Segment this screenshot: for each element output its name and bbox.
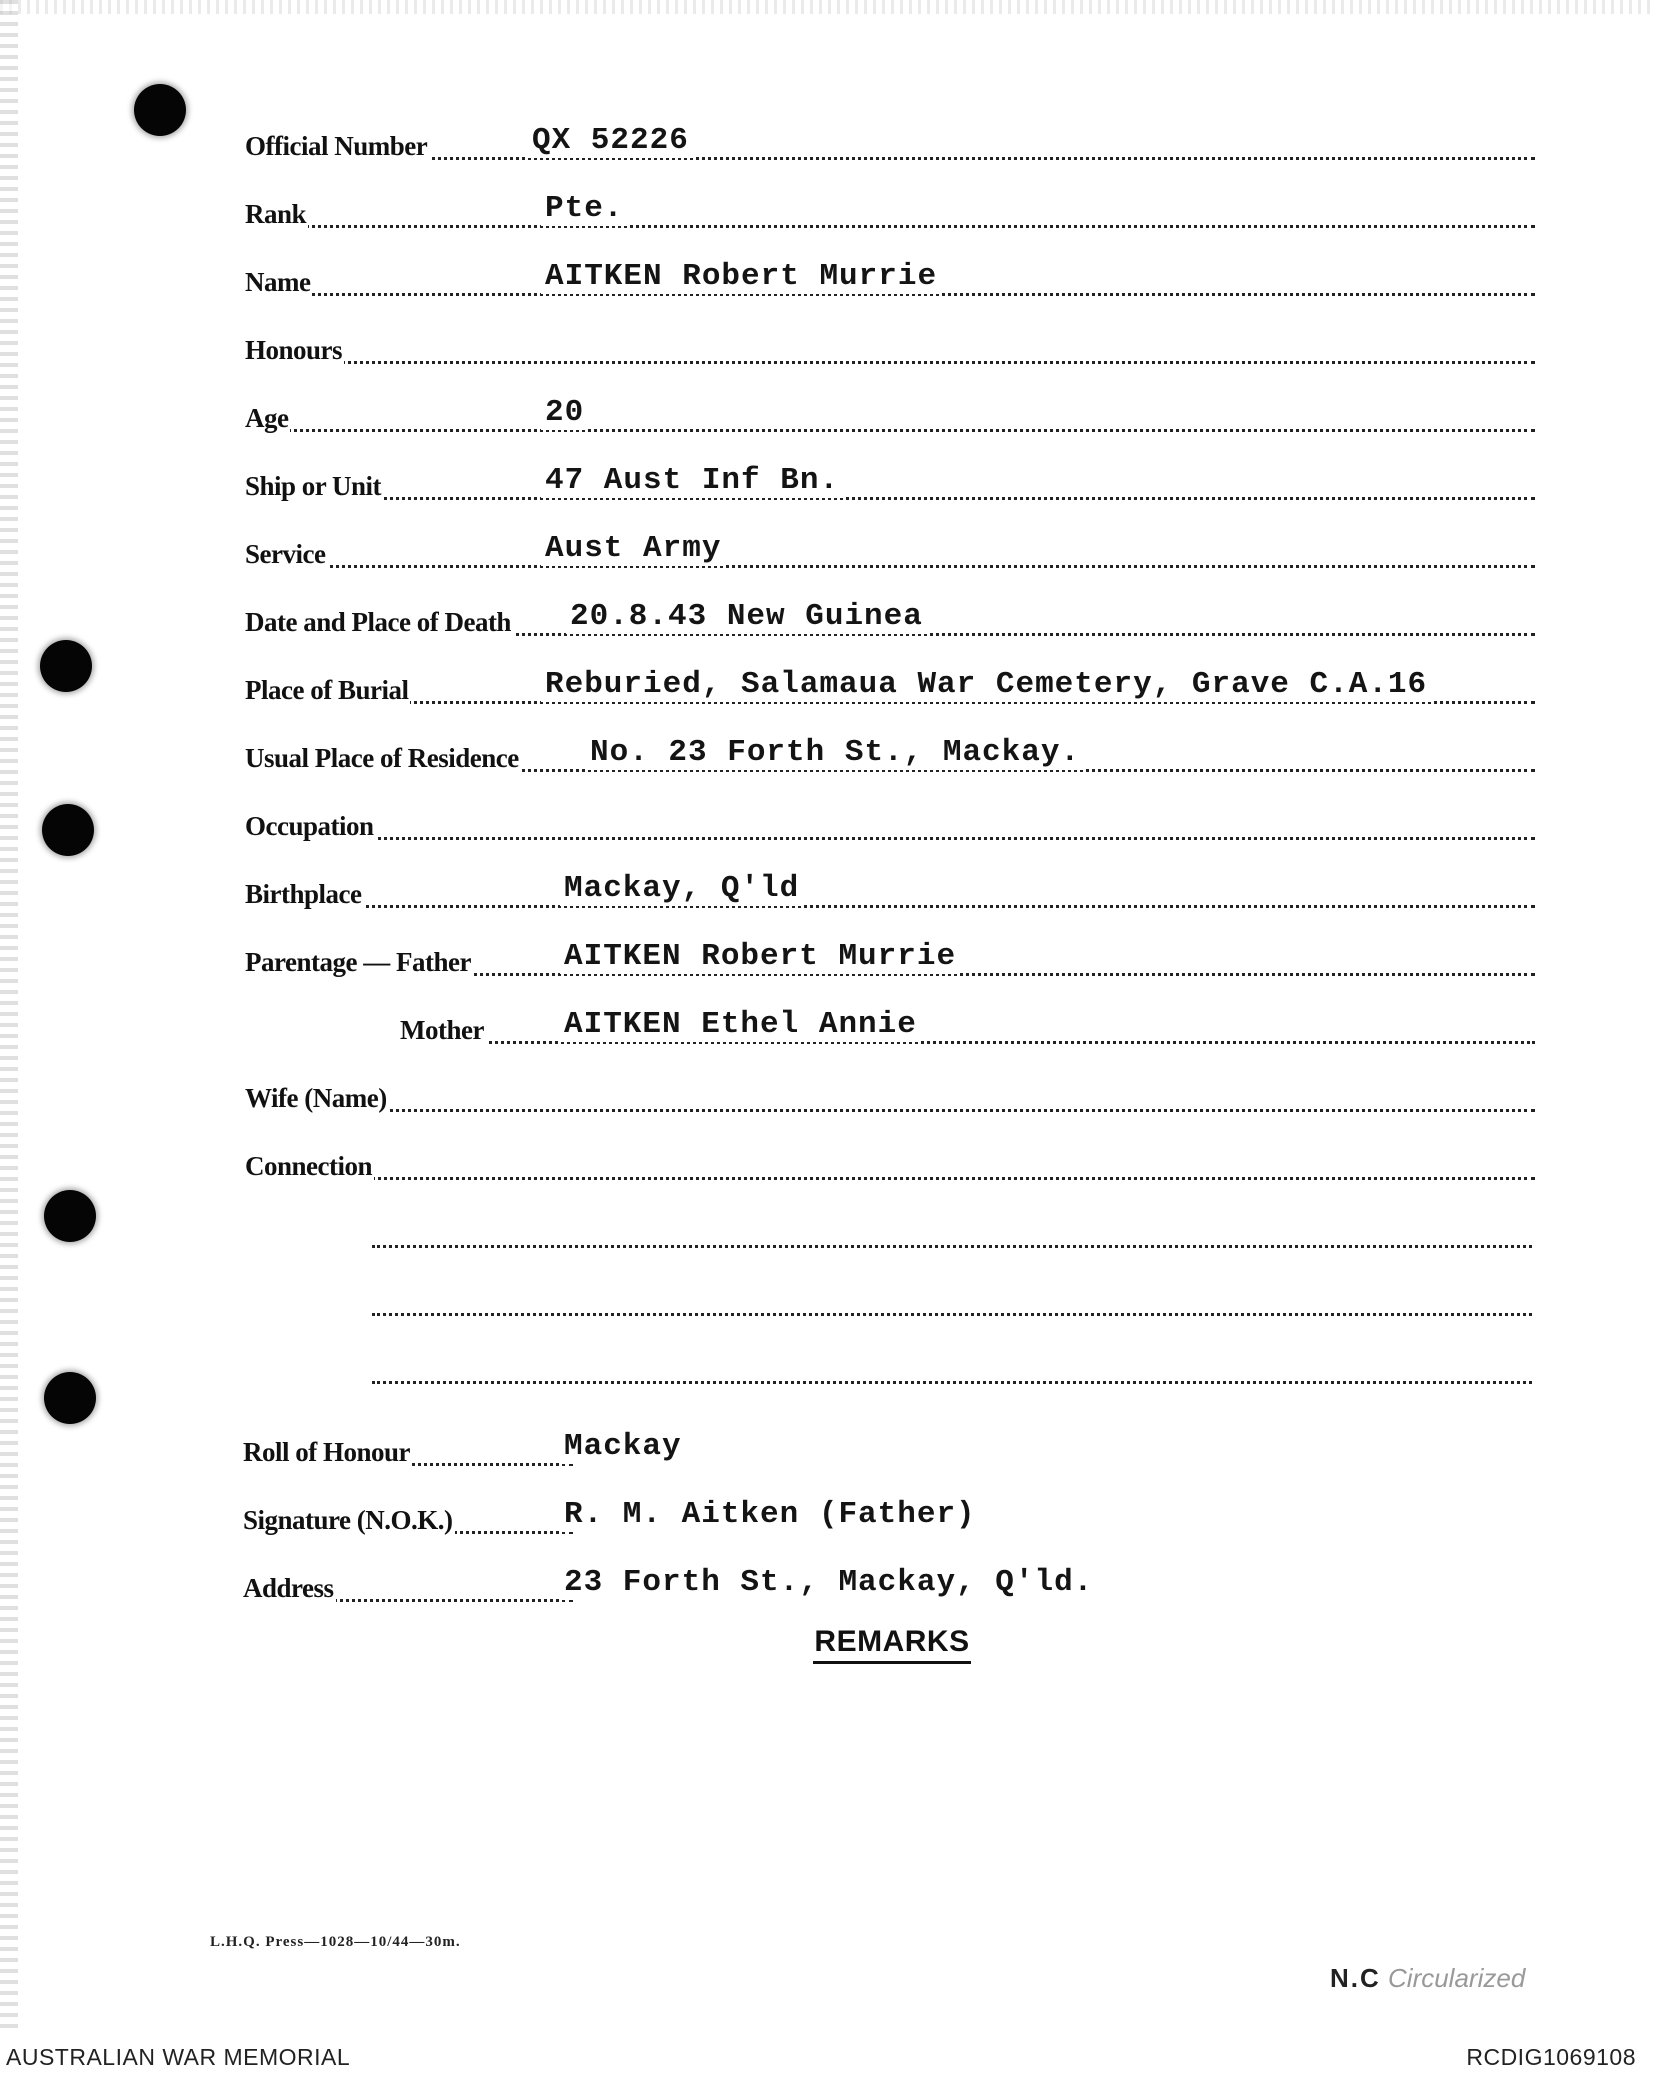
- dot-leader: [245, 225, 1535, 228]
- row-place-of-burial: [0, 667, 1654, 710]
- row-connection-line-4: [0, 1350, 1654, 1390]
- value-roll-of-honour: Mackay: [560, 1429, 686, 1464]
- label-signature-nok: Signature (N.O.K.): [243, 1505, 453, 1535]
- row-birthplace: [0, 871, 1654, 914]
- value-rank: Pte.: [541, 191, 627, 226]
- dot-leader: [245, 565, 1535, 568]
- label-place-of-burial: Place of Burial: [245, 675, 409, 705]
- dot-leader: [245, 157, 1535, 160]
- footer-institution: AUSTRALIAN WAR MEMORIAL: [6, 2044, 351, 2070]
- row-service: [0, 531, 1654, 574]
- dot-leader: [245, 905, 1535, 908]
- row-name: [0, 259, 1654, 302]
- row-connection: [0, 1146, 1654, 1186]
- value-signature-nok: R. M. Aitken (Father): [560, 1497, 980, 1532]
- row-parentage-father: [0, 939, 1654, 982]
- value-official-number: QX 52226: [528, 123, 693, 158]
- label-roll-of-honour: Roll of Honour: [243, 1437, 411, 1467]
- row-signature-nok: [0, 1497, 1654, 1540]
- value-parentage-father: AITKEN Robert Murrie: [560, 939, 960, 974]
- label-usual-residence: Usual Place of Residence: [245, 743, 519, 773]
- row-ship-or-unit: [0, 463, 1654, 506]
- label-occupation: Occupation: [245, 811, 374, 841]
- value-ship-or-unit: 47 Aust Inf Bn.: [541, 463, 843, 498]
- value-place-of-burial: Reburied, Salamaua War Cemetery, Grave C.A.16: [541, 667, 1431, 702]
- value-service: Aust Army: [541, 531, 725, 566]
- value-age: 20: [541, 395, 588, 430]
- dot-leader: [245, 429, 1535, 432]
- dot-leader: [245, 361, 1535, 364]
- dot-leader: [245, 837, 1535, 840]
- row-usual-residence: [0, 735, 1654, 778]
- row-roll-of-honour: [0, 1429, 1654, 1472]
- row-age: [0, 395, 1654, 438]
- row-occupation: [0, 806, 1654, 846]
- value-date-place-of-death: 20.8.43 New Guinea: [566, 599, 927, 634]
- dot-leader: [245, 1177, 1535, 1180]
- label-service: Service: [245, 539, 326, 569]
- label-rank: Rank: [245, 199, 307, 229]
- label-ship-or-unit: Ship or Unit: [245, 471, 382, 501]
- stamp-prefix: N.C: [1330, 1963, 1381, 1993]
- row-connection-line-3: [0, 1282, 1654, 1322]
- label-honours: Honours: [245, 335, 343, 365]
- label-date-place-of-death: Date and Place of Death: [245, 607, 511, 637]
- row-connection-line-2: [0, 1214, 1654, 1254]
- label-address: Address: [243, 1573, 334, 1603]
- row-rank: [0, 191, 1654, 234]
- value-birthplace: Mackay, Q'ld: [560, 871, 803, 906]
- value-name: AITKEN Robert Murrie: [541, 259, 941, 294]
- row-mother: [0, 1007, 1654, 1050]
- label-official-number: Official Number: [245, 131, 428, 161]
- value-mother: AITKEN Ethel Annie: [560, 1007, 921, 1042]
- row-date-place-of-death: [0, 599, 1654, 642]
- row-official-number: [0, 123, 1654, 166]
- row-honours: [0, 330, 1654, 370]
- label-age: Age: [245, 403, 289, 433]
- dot-leader: [245, 1109, 1535, 1112]
- dot-leader: [372, 1245, 1532, 1248]
- label-connection: Connection: [245, 1151, 373, 1181]
- label-parentage-father: Parentage — Father: [245, 947, 471, 977]
- dot-leader: [372, 1381, 1532, 1384]
- dot-leader: [245, 497, 1535, 500]
- row-wife-name: [0, 1078, 1654, 1118]
- label-name: Name: [245, 267, 311, 297]
- scan-edge-top: [0, 0, 1654, 14]
- label-wife-name: Wife (Name): [245, 1083, 387, 1113]
- stamp-text: Circularized: [1388, 1963, 1526, 1993]
- footer-record-id: RCDIG1069108: [1466, 2044, 1636, 2070]
- label-birthplace: Birthplace: [245, 879, 362, 909]
- label-mother: Mother: [400, 1015, 484, 1045]
- value-address: 23 Forth St., Mackay, Q'ld.: [560, 1565, 1097, 1600]
- printer-code: L.H.Q. Press—1028—10/44—30m.: [210, 1934, 461, 1950]
- remarks-heading: REMARKS: [813, 1625, 971, 1664]
- circularized-stamp: [1330, 1963, 1525, 1994]
- value-usual-residence: No. 23 Forth St., Mackay.: [586, 735, 1084, 770]
- dot-leader: [372, 1313, 1532, 1316]
- row-address: [0, 1565, 1654, 1608]
